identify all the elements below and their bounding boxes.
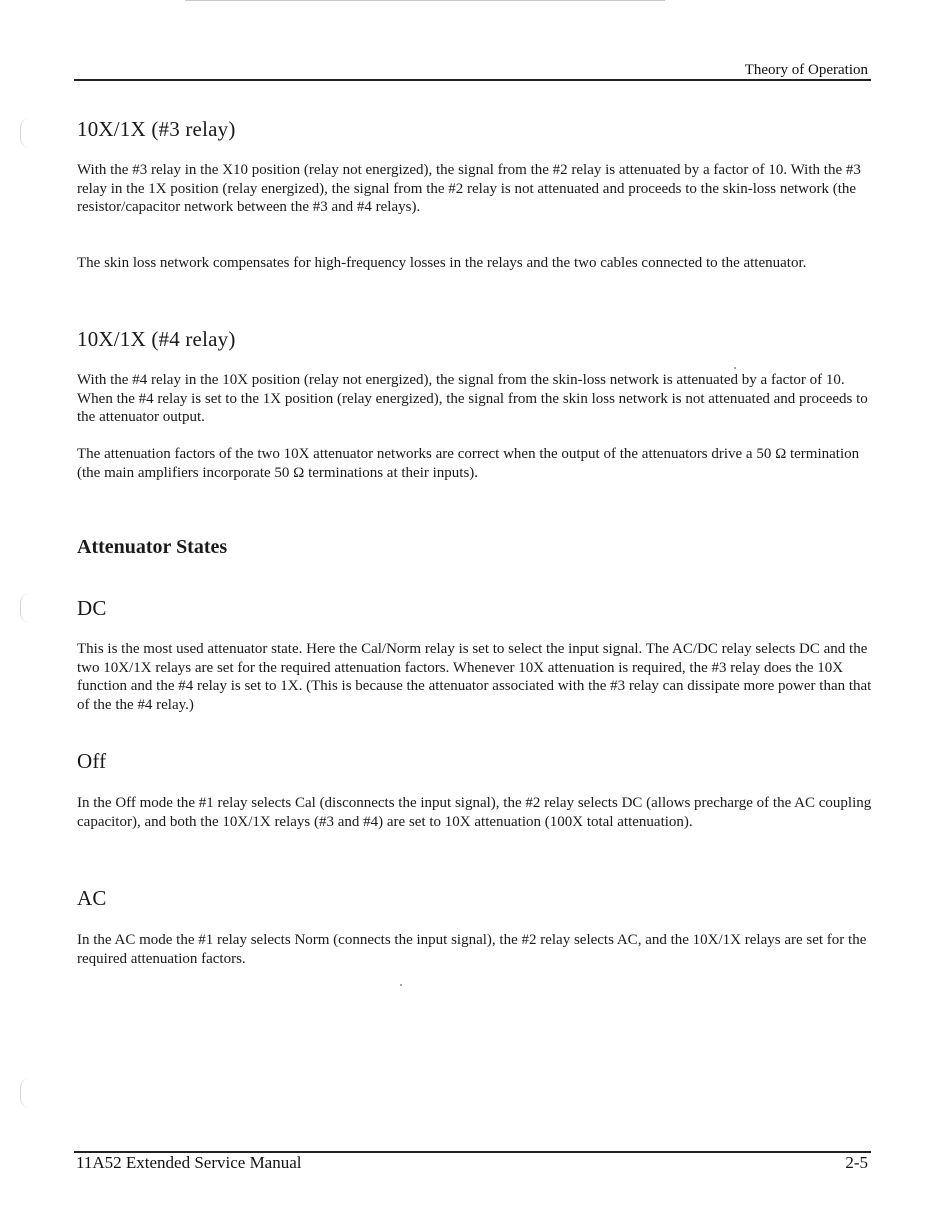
binding-hole-mark: [20, 593, 31, 623]
scan-speck: [734, 367, 736, 369]
ac-paragraph: In the AC mode the #1 relay selects Norm (connects the input signal), the #2 relay selects AC, and the 10X/1X relays are set for the required attenuation factors.: [77, 932, 867, 967]
section-title-dc: DC: [77, 596, 107, 620]
section-title-relay4: 10X/1X (#4 relay): [77, 327, 236, 351]
running-header: Theory of Operation: [744, 62, 868, 78]
relay4-paragraph-2: The attenuation factors of the two 10X attenuator networks are correct when the output of the attenuators drive a 50 Ω termination (the main amplifiers incorporate 50 Ω terminations at their inputs).: [77, 446, 860, 481]
off-paragraph: In the Off mode the #1 relay selects Cal (disconnects the input signal), the #2 relay selects DC (allows precharge of the AC coupling capacitor), and both the 10X/1X relays (#3 and #4) are set to 10X attenuation (100X total attenuation).: [77, 795, 872, 830]
section-title-relay3: 10X/1X (#3 relay): [77, 117, 236, 141]
section-title-ac: AC: [77, 886, 107, 910]
page-number: 2-5: [845, 1153, 868, 1172]
relay4-paragraph-1: With the #4 relay in the 10X position (relay not energized), the signal from the skin-loss network is attenuated by a factor of 10. When the #4 relay is set to the 1X position (relay energized), the signal from the skin loss network is not attenuated and proceeds to the attenuator output.: [77, 372, 868, 426]
section-title-attenuator-states: Attenuator States: [77, 536, 228, 558]
header-rule: [74, 79, 871, 81]
relay3-paragraph-1: With the #3 relay in the X10 position (relay not energized), the signal from the #2 relay is attenuated by a factor of 10. With the #3 relay in the 1X position (relay energized), the signal from the #2 relay is not attenuated and proceeds to the skin-loss network (the resistor/capacitor network between the #3 and #4 relays).: [77, 162, 861, 216]
section-title-off: Off: [77, 749, 107, 773]
scan-edge-line: [185, 0, 665, 1]
footer-manual-title: 11A52 Extended Service Manual: [76, 1153, 302, 1172]
binding-hole-mark: [20, 118, 31, 148]
relay3-paragraph-2: The skin loss network compensates for high-frequency losses in the relays and the two cables connected to the attenuator.: [77, 255, 807, 271]
dc-paragraph: This is the most used attenuator state. Here the Cal/Norm relay is set to select the input signal. The AC/DC relay selects DC and the two 10X/1X relays are set for the required attenuation factors. Whenever 10X attenuation is required, the #3 relay does the 10X function and the #4 relay is set to 1X. (This is because the attenuator associated with the #3 relay can dissipate more power than that of the the #4 relay.): [77, 641, 872, 713]
binding-hole-mark: [20, 1078, 31, 1108]
scan-speck: [400, 984, 402, 986]
